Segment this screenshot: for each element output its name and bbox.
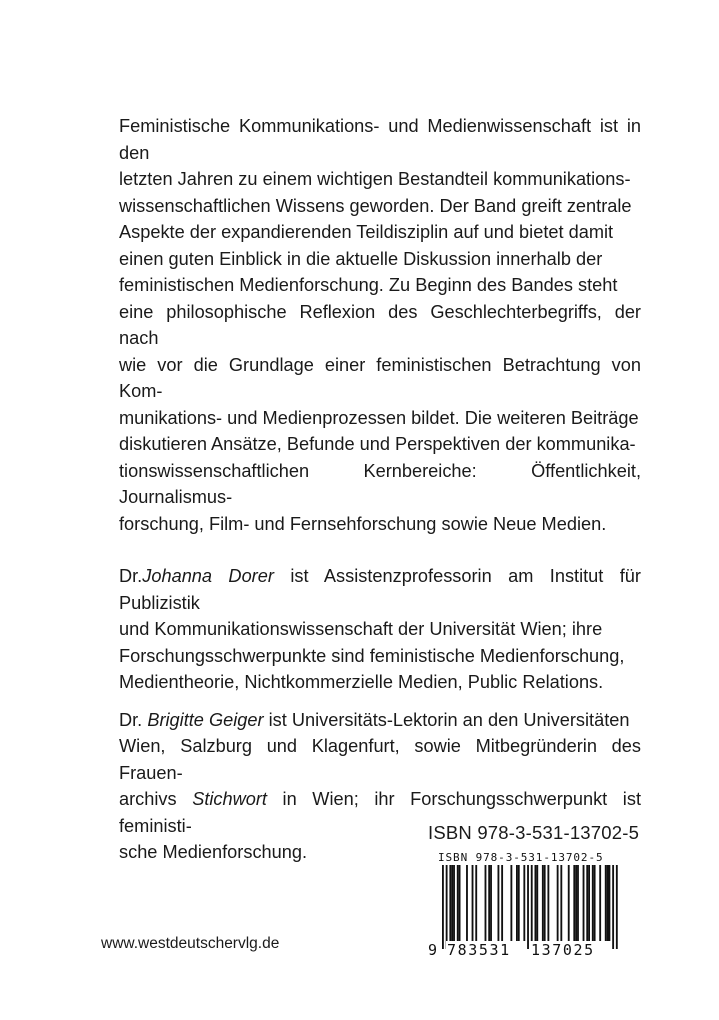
barcode-bar (466, 865, 468, 941)
description-line: munikations- und Medienprozessen bildet. Die weiteren Beiträge (119, 407, 639, 428)
barcode-bar (475, 865, 477, 941)
author-title: Dr. (119, 566, 143, 586)
barcode-bar (616, 865, 618, 949)
barcode-bar (535, 865, 537, 941)
barcode-bar (560, 865, 562, 941)
barcode-bar (577, 865, 579, 941)
barcode-bar (485, 865, 487, 941)
bio-line: Medientheorie, Nichtkommerzielle Medien, Public Relations. (119, 672, 604, 692)
description-line: eine philosophische Reflexion des Geschlechterbegriffs, der nach (119, 301, 641, 348)
author-title: Dr. (119, 709, 143, 730)
barcode-bar (457, 865, 459, 941)
barcode-bar (453, 865, 455, 941)
barcode-bar (446, 865, 448, 949)
bio-line: und Kommunikationswissenschaft der Universität Wien; ihre (119, 619, 603, 639)
bio-line: in Wien; ihr Forschungsschwerpunkt ist feministi- (119, 789, 641, 836)
barcode-bar (527, 865, 529, 949)
barcode-bar (609, 865, 611, 941)
barcode-bar (568, 865, 570, 941)
author-name: Brigitte Geiger (147, 709, 264, 730)
barcode-bar (518, 865, 520, 941)
barcode-bar (516, 865, 518, 941)
description-line: feministischen Medienforschung. Zu Beginn des Bandes steht (119, 275, 618, 295)
publisher-website: www.westdeutschervlg.de (101, 935, 280, 952)
barcode-bar (592, 865, 594, 941)
barcode-bar (544, 865, 546, 941)
barcode-digit-group-left: 783531 (447, 941, 511, 959)
barcode-digit-group-right: 137025 (531, 941, 595, 959)
barcode-bar (557, 865, 559, 941)
barcode-bar (575, 865, 577, 941)
author-name: Johanna Dorer (142, 566, 274, 586)
description-line: einen guten Einblick in die aktuelle Diskussion innerhalb der (119, 248, 603, 269)
barcode-bar (594, 865, 596, 941)
barcode-bar (488, 865, 490, 941)
barcode-bar (599, 865, 601, 941)
barcode-bar (605, 865, 607, 941)
barcode-bar (583, 865, 585, 941)
description-line: Feministische Kommunikations- und Medienwissenschaft ist in den (119, 116, 641, 163)
description-line: wie vor die Grundlage einer feministischen Betrachtung von Kom- (119, 354, 641, 401)
archive-name: Stichwort (192, 789, 267, 809)
barcode-bar (542, 865, 544, 941)
barcode-bars (428, 865, 620, 949)
barcode-bar (451, 865, 453, 941)
bio-line: ist Assistenzprofessorin am Institut für Publizistik (119, 566, 641, 613)
description-line: letzten Jahren zu einem wichtigen Bestandteil kommunikations- (119, 169, 631, 189)
barcode-bar (586, 865, 588, 941)
author-bio-dorer (119, 563, 641, 696)
bio-line: archivs (119, 789, 193, 809)
barcode-bar (573, 865, 575, 941)
barcode-bar (612, 865, 614, 949)
barcode-bar (547, 865, 549, 941)
cover-text (119, 113, 641, 877)
barcode-digit-first: 9 (428, 941, 438, 959)
barcode-bar (449, 865, 451, 941)
description-line: wissenschaftlichen Wissens geworden. Der Band greift zentrale (119, 195, 632, 216)
description-line: diskutieren Ansätze, Befunde und Perspektiven der kommunika- (119, 434, 636, 454)
barcode-bar (501, 865, 503, 941)
bio-line: sche Medienforschung. (119, 842, 308, 862)
barcode (428, 851, 620, 966)
book-description (119, 113, 641, 537)
barcode-bar (536, 865, 538, 941)
barcode-bar (490, 865, 492, 941)
description-line: Aspekte der expandierenden Teildisziplin auf und bietet damit (119, 222, 614, 242)
bio-line: ist Universitäts-Lektorin an den Universitäten (263, 709, 630, 730)
barcode-bar (510, 865, 512, 941)
description-line: tionswissenschaftlichen Kernbereiche: Öffentlichkeit, Journalismus- (119, 460, 641, 507)
barcode-bar (498, 865, 500, 941)
isbn-label: ISBN 978-3-531-13702-5 (428, 822, 640, 843)
barcode-bar (523, 865, 525, 941)
description-line: forschung, Film- und Fernsehforschung sowie Neue Medien. (119, 513, 607, 534)
barcode-bar (531, 865, 533, 949)
barcode-isbn-text: ISBN 978-3-531-13702-5 (438, 851, 604, 864)
barcode-bar (607, 865, 609, 941)
barcode-bar (442, 865, 444, 949)
barcode-bar (472, 865, 474, 941)
bio-line: Wien, Salzburg und Klagenfurt, sowie Mitbegründerin des Frauen- (119, 736, 641, 783)
barcode-bar (588, 865, 590, 941)
bio-line: Forschungsschwerpunkte sind feministische Medienforschung, (119, 645, 625, 666)
barcode-bar (459, 865, 461, 941)
